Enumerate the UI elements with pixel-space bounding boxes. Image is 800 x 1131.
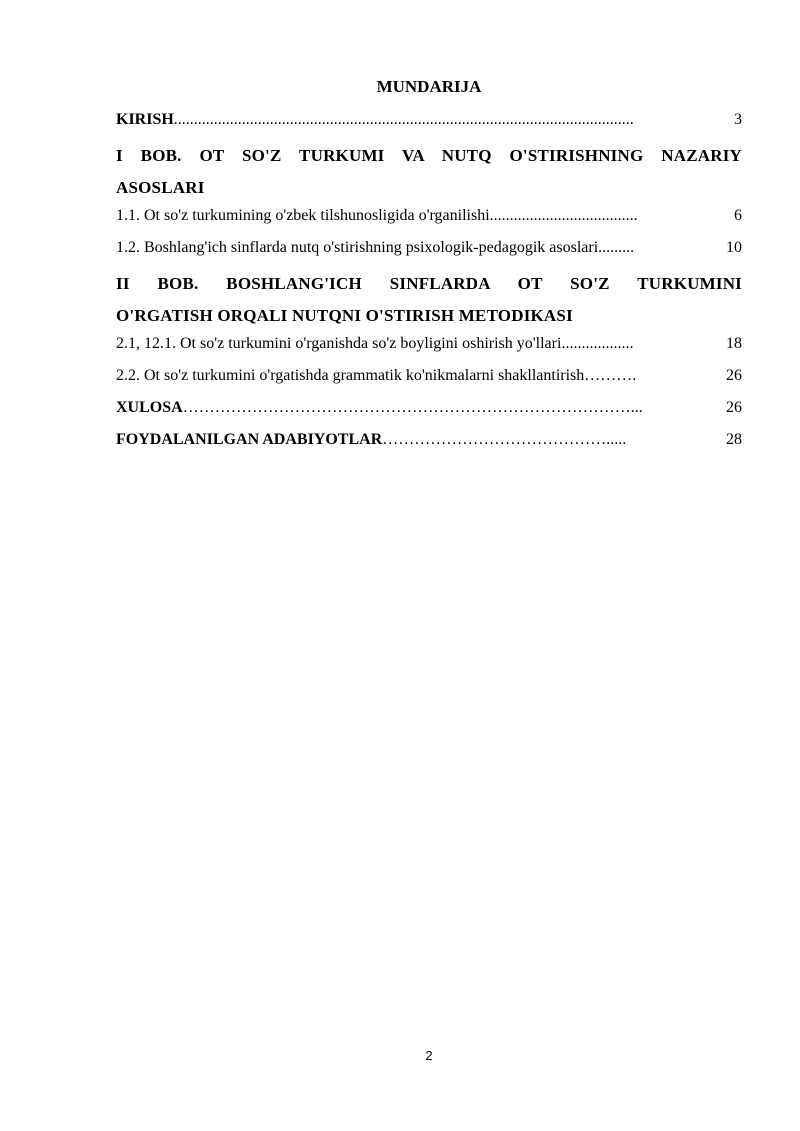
- toc-heading-line: I BOB. OT SO'Z TURKUMI VA NUTQ O'STIRISHNING NAZARIY: [116, 146, 742, 165]
- page-number: 2: [425, 1048, 433, 1063]
- toc-entry-label: 2.2. Ot so'z turkumini o'rgatishda grammatik ko'nikmalarni shakllantirish: [116, 367, 585, 384]
- page-title: MUNDARIJA: [376, 77, 482, 96]
- toc-entry-1-1[interactable]: [116, 204, 742, 236]
- toc-entry-2-1[interactable]: [116, 332, 742, 364]
- toc-heading-line: II BOB. BOSHLANG'ICH SINFLARDA OT SO'Z TURKUMINI: [116, 274, 742, 293]
- table-of-contents: [116, 108, 742, 460]
- toc-entry-2-2[interactable]: [116, 364, 742, 396]
- toc-entry-label: KIRISH: [116, 111, 174, 128]
- toc-heading-line: ASOSLARI: [116, 178, 205, 197]
- toc-entry-label: FOYDALANILGAN ADABIYOTLAR: [116, 431, 383, 448]
- toc-entry-adabiyotlar[interactable]: [116, 428, 742, 460]
- toc-entry-label: 1.1. Ot so'z turkumining o'zbek tilshunosligida o'rganilishi: [116, 207, 490, 224]
- toc-entry-leader: ...................................................................................................................: [173, 111, 634, 128]
- toc-entry-xulosa[interactable]: [116, 396, 742, 428]
- toc-entry-page: 18: [726, 335, 742, 352]
- toc-heading-line: O'RGATISH ORQALI NUTQNI O'STIRISH METODIKASI: [116, 306, 573, 325]
- toc-entry-leader: …………………………………………………………………………...: [182, 399, 643, 416]
- toc-entry-page: 26: [726, 399, 742, 416]
- toc-entry-leader: …………………………………….....: [382, 431, 627, 448]
- toc-entry-page: 3: [734, 111, 742, 128]
- toc-entry-page: 26: [726, 367, 742, 384]
- toc-entry-label: XULOSA: [116, 399, 183, 416]
- toc-entry-leader: ……….: [584, 367, 637, 384]
- toc-entry-leader: .........: [598, 239, 635, 256]
- toc-entry-page: 6: [734, 207, 742, 224]
- toc-entry-label: 1.2. Boshlang'ich sinflarda nutq o'stirishning psixologik-pedagogik asoslari: [116, 239, 599, 256]
- toc-chapter-heading-1[interactable]: [116, 140, 742, 204]
- toc-entry-1-2[interactable]: [116, 236, 742, 268]
- toc-entry-leader: ..................: [561, 335, 634, 352]
- toc-entry-leader: .....................................: [489, 207, 638, 224]
- toc-chapter-heading-2[interactable]: [116, 268, 742, 332]
- toc-entry-kirish[interactable]: [116, 108, 742, 140]
- toc-entry-page: 28: [726, 431, 742, 448]
- toc-entry-page: 10: [726, 239, 742, 256]
- toc-entry-label: 2.1, 12.1. Ot so'z turkumini o'rganishda so'z boyligini oshirish yo'llari: [116, 335, 562, 352]
